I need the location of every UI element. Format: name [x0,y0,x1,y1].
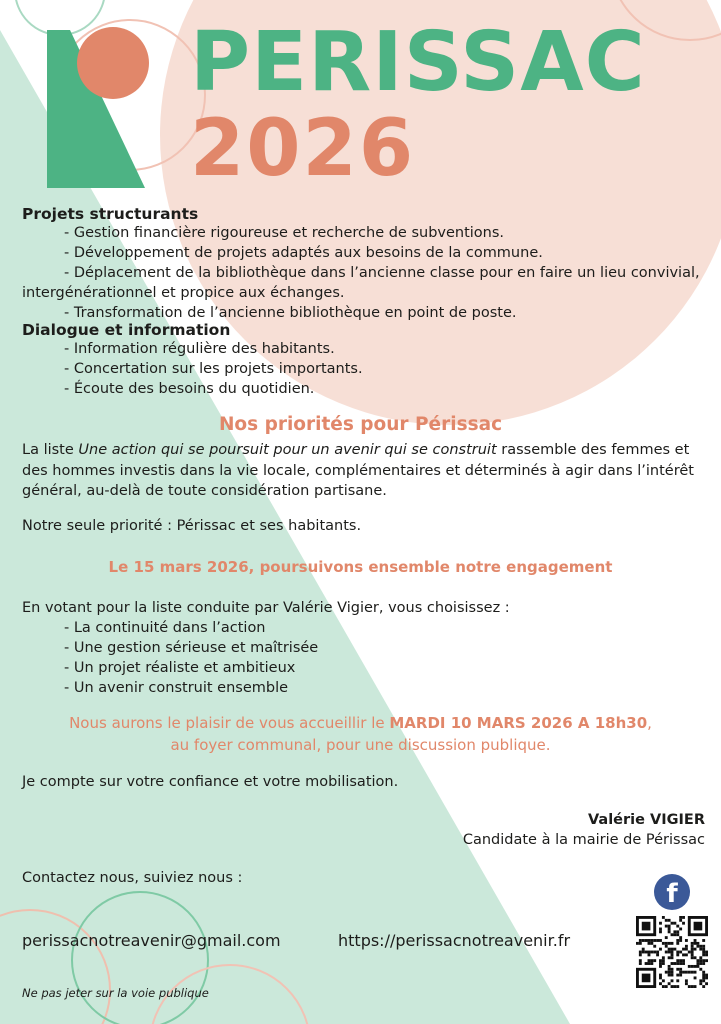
title-perissac: PERISSAC [190,15,646,110]
list-item: intergénérationnel et propice aux échanges. [22,285,345,301]
section-dialogue [22,321,712,399]
perissac-logo [47,27,149,188]
contact-email-link[interactable]: perissacnotreavenir@gmail.com [22,931,281,950]
contact-label: Contactez nous, suiviez nous : [22,870,243,886]
priorities-text [22,440,712,502]
list-item: - Écoute des besoins du quotidien. [64,381,315,397]
section-heading: Projets structurants [22,205,199,223]
invitation-prefix: Nous aurons le plaisir de vous accueillir le [69,714,390,732]
closing-text: Je compte sur votre confiance et votre mobilisation. [22,774,399,790]
notice-text: Ne pas jeter sur la voie publique [22,986,209,1000]
election-headline: Le 15 mars 2026, poursuivons ensemble notre engagement [108,558,613,576]
list-item: - Gestion financière rigoureuse et recherche de subventions. [64,225,505,241]
list-item: - Information régulière des habitants. [64,341,335,357]
contact-website-link[interactable]: https://perissacnotreavenir.fr [338,931,571,950]
signature-role: Candidate à la mairie de Périssac [462,832,705,848]
only-priority: Notre seule priorité : Périssac et ses habitants. [22,518,362,534]
list-item: - Concertation sur les projets importants. [64,361,363,377]
priorities-text-suffix: rassemble des femmes et des hommes investis dans la vie locale, complémentaires et déterminés à agir dans l’intérêt général, au-delà de toute considération partisane. [22,442,694,499]
list-item: - Développement de projets adaptés aux besoins de la commune. [64,245,543,261]
list-item: - Une gestion sérieuse et maîtrisée [64,640,319,656]
invitation-line1 [0,712,721,734]
list-item: - Transformation de l’ancienne bibliothèque en point de poste. [64,305,517,321]
priorities-text-prefix: La liste [22,442,79,458]
signature-name: Valérie VIGIER [587,812,705,828]
list-item: - La continuité dans l’action [64,620,266,636]
vote-intro: En votant pour la liste conduite par Valérie Vigier, vous choisissez : [22,600,510,616]
list-name: Une action qui se poursuit pour un avenir qui se construit [78,442,497,458]
section-projets [22,205,712,323]
invitation-date: MARDI 10 MARS 2026 A 18h30 [389,714,648,732]
vote-choices [22,618,712,698]
priorities-title: Nos priorités pour Périssac [218,414,503,435]
invitation-suffix: , [647,714,652,732]
list-item: - Un avenir construit ensemble [64,680,289,696]
list-item: - Un projet réaliste et ambitieux [64,660,296,676]
qr-code-icon[interactable] [636,916,708,988]
invitation-line2: au foyer communal, pour une discussion publique. [170,736,551,754]
list-item: - Déplacement de la bibliothèque dans l’ancienne classe pour en faire un lieu convivial, [64,265,700,281]
invitation [0,712,721,756]
section-heading: Dialogue et information [22,321,231,339]
title-year: 2026 [190,104,416,194]
facebook-icon[interactable]: f [654,874,690,910]
